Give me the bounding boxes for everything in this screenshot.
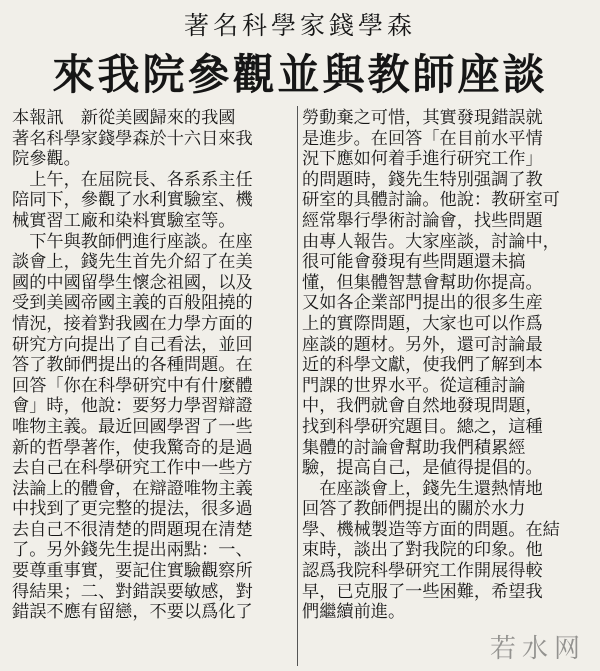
article-column-left: 本報訊 新從美國歸來的我國 著名科學家錢學森於十六日來我 院參觀。 上午，在屈院長、各系系主任 陪同下，參觀了水利實驗室、機 械實習工廠和染料實驗室等。 下午與教師們進行座談。在座 談會上，錢先生首先介紹了在美 國的中國留學生懷念祖國，以及 受到美國帝國主義的百般阻撓的 情況，接着對我國在力學方面的 研究方向提出了自己看法，並回 答了教師們提出的各種問題。在 回答「你在科學研究中有什麼體 會」時，他說：要努力學習辯證 唯物主義。最近回國學習了一些 新的哲學著作，使我驚奇的是過 去自己在科學研究工作中一些方 法論上的體會，在辯證唯物主義 中找到了更完整的提法，很多過 去自己不很清楚的問題現在清楚 了。另外錢先生提出兩點：一、 要尊重事實，要記住實驗觀察所 得結果；二、對錯誤要敏感，對 錯誤不應有留戀，不要以爲化了 (12, 108, 253, 623)
column-divider (297, 106, 298, 666)
watermark: 若水网 (489, 634, 586, 664)
article-subtitle: 著名科學家錢學森 (183, 11, 416, 40)
article-column-right: 勞動棄之可惜，其實發現錯誤就 是進步。在回答「在目前水平情 況下應如何着手進行研究工作」 的問題時，錢先生特別强調了教 研室的具體討論。他說：教研室可 經常舉行學術討論會，找些問題 由專人報告。大家座談，討論中， 很可能會發現有些問題還未搞 懂，但集體智慧會幫助你提高。 又如各企業部門提出的很多生産 上的實際問題，大家也可以作爲 座談的題材。另外，還可討論最 近的科學文獻，使我們了解到本 門課的世界水平。從這種討論 中，我們就會自然地發現問題， 找到科學研究題目。總之，這種 集體的討論會幫助我們積累經 驗，提高自己，是値得提倡的。 在座談會上，錢先生還熱情地 回答了教師們提出的關於水力 學、機械製造等方面的問題。在結 束時，談出了對我院的印象。他 認爲我院科學研究工作開展得較 早，已克服了一些困難，希望我 們繼續前進。 (302, 108, 560, 623)
article-headline: 來我院參觀並與教師座談 (52, 50, 548, 99)
